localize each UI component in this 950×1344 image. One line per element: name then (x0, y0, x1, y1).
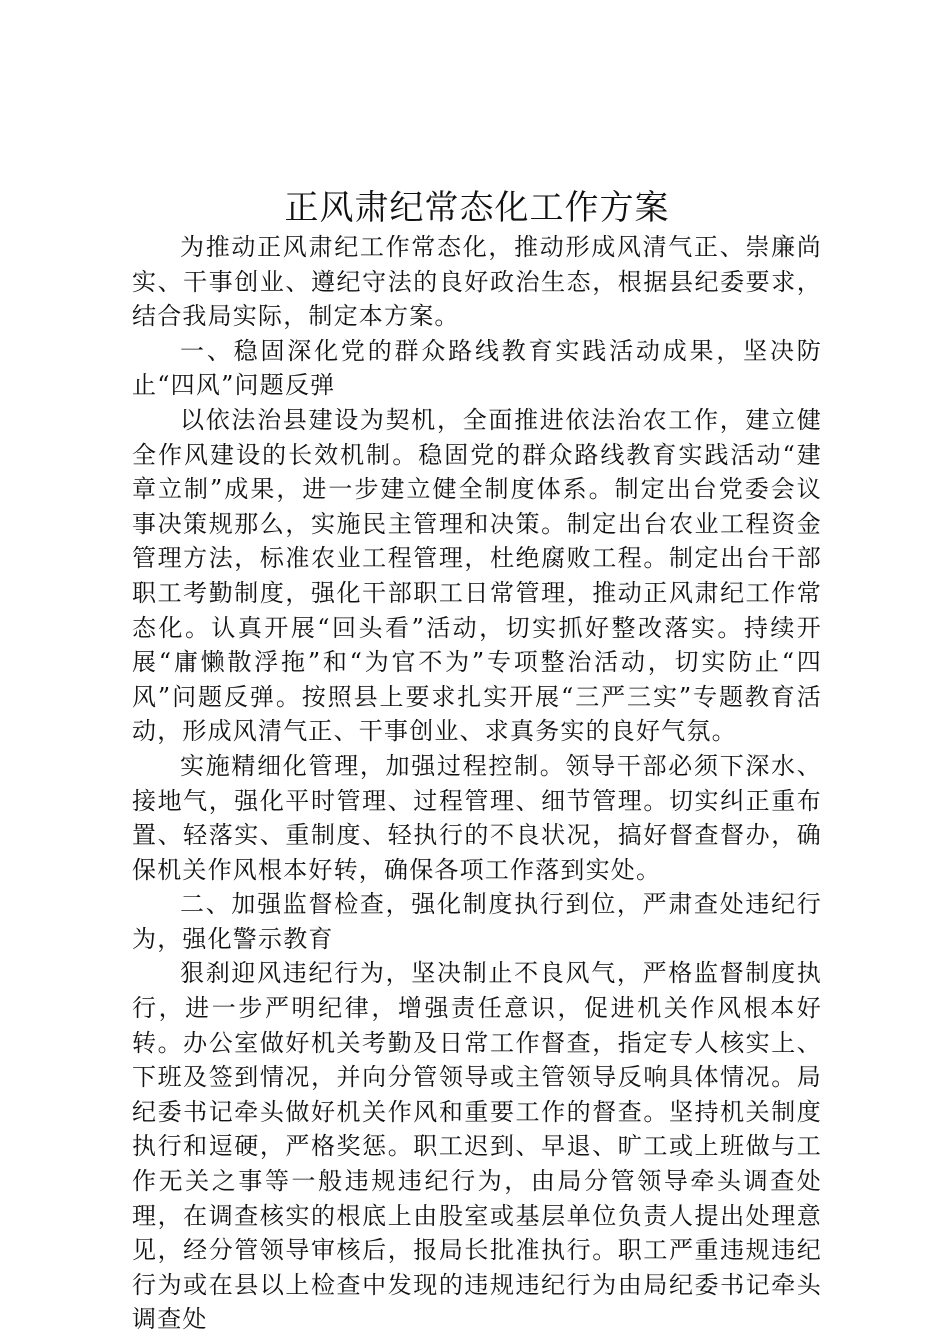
section-heading-1: 一、稳固深化党的群众路线教育实践活动成果，坚决防止“四风”问题反弹 (132, 336, 822, 400)
section-heading-2: 二、加强监督检查，强化制度执行到位，严肃查处违纪行为，强化警示教育 (132, 890, 822, 953)
document-title: 正风肃纪常态化工作方案 (284, 188, 670, 228)
body-paragraph: 实施精细化管理，加强过程控制。领导干部必须下深水、接地气，强化平时管理、过程管理、细节管理。切实纠正重布置、轻落实、重制度、轻执行的不良状况，搞好督查督办，确保机关作风根本好转，确保各项工作落到实处。 (132, 751, 822, 884)
body-paragraph: 以依法治县建设为契机，全面推进依法治农工作，建立健全作风建设的长效机制。稳固党的群众路线教育实践活动“建章立制”成果，进一步建立健全制度体系。制定出台党委会议事决策规那么，实施民主管理和决策。制定出台农业工程资金管理方法，标准农业工程管理，杜绝腐败工程。制定出台干部职工考勤制度，强化干部职工日常管理，推动正风肃纪工作常态化。认真开展“回头看”活动，切实抓好整改落实。持续开展“庸懒散浮拖”和“为官不为”专项整治活动，切实防止“四风”问题反弹。按照县上要求扎实开展“三严三实”专题教育活动，形成风清气正、干事创业、求真务实的良好气氛。 (132, 405, 822, 746)
document-body (132, 230, 822, 1337)
body-paragraph: 狠刹迎风违纪行为，坚决制止不良风气，严格监督制度执行，进一步严明纪律，增强责任意识，促进机关作风根本好转。办公室做好机关考勤及日常工作督查，指定专人核实上、下班及签到情况，并向分管领导或主管领导反响具体情况。局纪委书记牵头做好机关作风和重要工作的督查。坚持机关制度执行和逗硬，严格奖惩。职工迟到、早退、旷工或上班做与工作无关之事等一般违规违纪行为，由局分管领导牵头调查处理，在调查核实的根底上由股室或基层单位负责人提出处理意见，经分管领导审核后，报局长批准执行。职工严重违规违纪行为或在县以上检查中发现的违规违纪行为由局纪委书记牵头调查处 (132, 959, 822, 1334)
intro-paragraph: 为推动正风肃纪工作常态化，推动形成风清气正、崇廉尚实、干事创业、遵纪守法的良好政治生态，根据县纪委要求，结合我局实际，制定本方案。 (132, 233, 822, 331)
document-page (132, 0, 822, 1344)
